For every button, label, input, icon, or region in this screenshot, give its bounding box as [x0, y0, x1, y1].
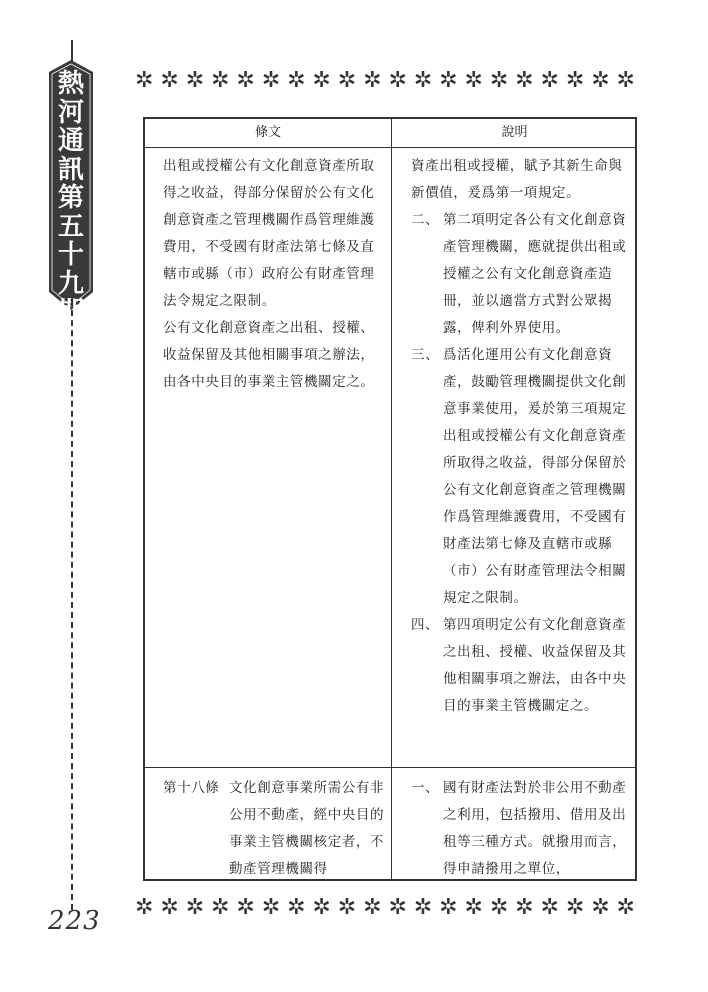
- ornament-star-icon: ✲: [312, 895, 331, 920]
- explanation-item: [411, 207, 631, 342]
- ornament-star-icon: ✲: [439, 895, 458, 920]
- ornament-star-icon: ✲: [616, 68, 635, 93]
- ornament-star-icon: ✲: [312, 68, 331, 93]
- ornament-star-icon: ✲: [591, 895, 610, 920]
- ornament-star-icon: ✲: [565, 68, 585, 93]
- running-title-banner: [49, 60, 93, 327]
- ornament-star-icon: ✲: [591, 68, 610, 93]
- row2-article-cell: [163, 775, 385, 883]
- header-explanation: 說明: [501, 125, 528, 140]
- ornament-star-icon: ✲: [261, 895, 281, 920]
- ornament-star-icon: ✲: [363, 68, 382, 93]
- item-number: 二、: [411, 212, 440, 228]
- ornament-star-icon: ✲: [337, 895, 357, 920]
- article-text: 文化創意事業所需公有非公用不動產，經中央目的事業主管機關核定者，不動產管理機關得: [229, 780, 385, 877]
- running-title-char: 熱: [57, 69, 84, 99]
- row1-article-cell: [163, 153, 385, 396]
- article-paragraph: 公有文化創意資產之出租、授權、收益保留及其他相關事項之辦法，由各中央目的事業主管機關定之。: [163, 320, 375, 390]
- explanation-item: [411, 612, 631, 720]
- ornament-star-icon: ✲: [135, 68, 154, 93]
- running-title-char: 第: [57, 183, 84, 213]
- ornament-star-icon: ✲: [211, 68, 230, 93]
- item-number: 一、: [411, 780, 440, 796]
- ornament-star-icon: ✲: [363, 895, 382, 920]
- page-number: 223: [48, 906, 101, 936]
- ornament-star-icon: ✲: [388, 895, 407, 920]
- explanation-item: [411, 342, 631, 612]
- running-title-char: 十: [57, 240, 84, 270]
- article-number: 第十八條: [163, 780, 220, 796]
- ornament-star-icon: ✲: [160, 895, 179, 920]
- article-entry: [163, 775, 385, 883]
- header-article: 條文: [254, 125, 281, 140]
- ornament-star-icon: ✲: [413, 895, 433, 920]
- running-title-char: 訊: [57, 154, 84, 185]
- explanation-intro: 資產出租或授權，賦予其新生命與新價值，爰爲第一項規定。: [411, 158, 623, 201]
- ornament-star-icon: ✲: [540, 68, 559, 93]
- running-title-char: 河: [57, 97, 84, 128]
- running-title-char: 五: [57, 211, 84, 242]
- ornament-star-icon: ✲: [185, 68, 205, 93]
- ornament-star-icon: ✲: [540, 895, 559, 920]
- item-text: 第四項明定公有文化創意資產之出租、授權、收益保留及其他相關事項之辦法，由各中央目的事業主管機關定之。: [443, 617, 627, 714]
- item-number: 三、: [411, 347, 440, 363]
- ornament-star-icon: ✲: [337, 68, 357, 93]
- ornament-star-icon: ✲: [413, 68, 433, 93]
- ornament-star-icon: ✲: [464, 68, 483, 93]
- ornament-star-icon: ✲: [261, 68, 281, 93]
- ornament-star-icon: ✲: [439, 68, 458, 93]
- ornament-star-icon: ✲: [489, 895, 509, 920]
- ornament-star-icon: ✲: [236, 895, 255, 920]
- ornament-star-icon: ✲: [565, 895, 585, 920]
- running-title-char: 九: [57, 268, 84, 299]
- spine-line-bottom: [71, 300, 73, 910]
- item-text: 爲活化運用公有文化創意資產，鼓勵管理機關提供文化創意事業使用，爰於第三項規定出租或授權公有文化創意資產所取得之收益，得部分保留於公有文化創意資產之管理機關作爲管理維護費用，不受國有財產法第七條及直轄市或縣（市）公有財產管理法令相關規定之限制。: [443, 347, 627, 606]
- ornament-star-icon: ✲: [388, 68, 407, 93]
- row-divider: [145, 767, 635, 768]
- article-paragraph: 出租或授權公有文化創意資產所取得之收益，得部分保留於公有文化創意資產之管理機關作爲管理維護費用，不受國有財產法第七條及直轄市或縣（市）政府公有財產管理法令規定之限制。: [163, 158, 375, 309]
- ornament-row-top: [135, 70, 635, 92]
- ornament-star-icon: ✲: [287, 68, 306, 93]
- row2-explanation-cell: [411, 775, 631, 883]
- header-divider: [145, 147, 635, 148]
- running-title: [49, 70, 93, 327]
- ornament-star-icon: ✲: [160, 68, 179, 93]
- ornament-row-bottom: [135, 897, 635, 919]
- running-title-char: 通: [57, 126, 84, 156]
- ornament-star-icon: ✲: [135, 895, 154, 920]
- ornament-star-icon: ✲: [515, 895, 534, 920]
- item-text: 第二項明定各公有文化創意資產管理機關，應就提供出租或授權之公有文化創意資產造冊，並以適當方式對公眾揭露，俾利外界使用。: [443, 212, 627, 336]
- ornament-star-icon: ✲: [616, 895, 635, 920]
- item-text: 國有財產法對於非公用不動產之利用，包括撥用、借用及出租等三種方式。就撥用而言，得申請撥用之單位，: [443, 780, 627, 877]
- ornament-star-icon: ✲: [489, 68, 509, 93]
- row1-explanation-cell: [411, 153, 631, 720]
- ornament-star-icon: ✲: [236, 68, 255, 93]
- ornament-star-icon: ✲: [287, 895, 306, 920]
- column-divider: [391, 119, 392, 879]
- ornament-star-icon: ✲: [185, 895, 205, 920]
- ornament-star-icon: ✲: [211, 895, 230, 920]
- ornament-star-icon: ✲: [515, 68, 534, 93]
- comparison-table: [143, 117, 637, 881]
- explanation-item: [411, 775, 631, 883]
- running-title-char: 期: [57, 297, 84, 327]
- item-number: 四、: [411, 617, 440, 633]
- ornament-star-icon: ✲: [464, 895, 483, 920]
- spine-line-top: [71, 40, 73, 62]
